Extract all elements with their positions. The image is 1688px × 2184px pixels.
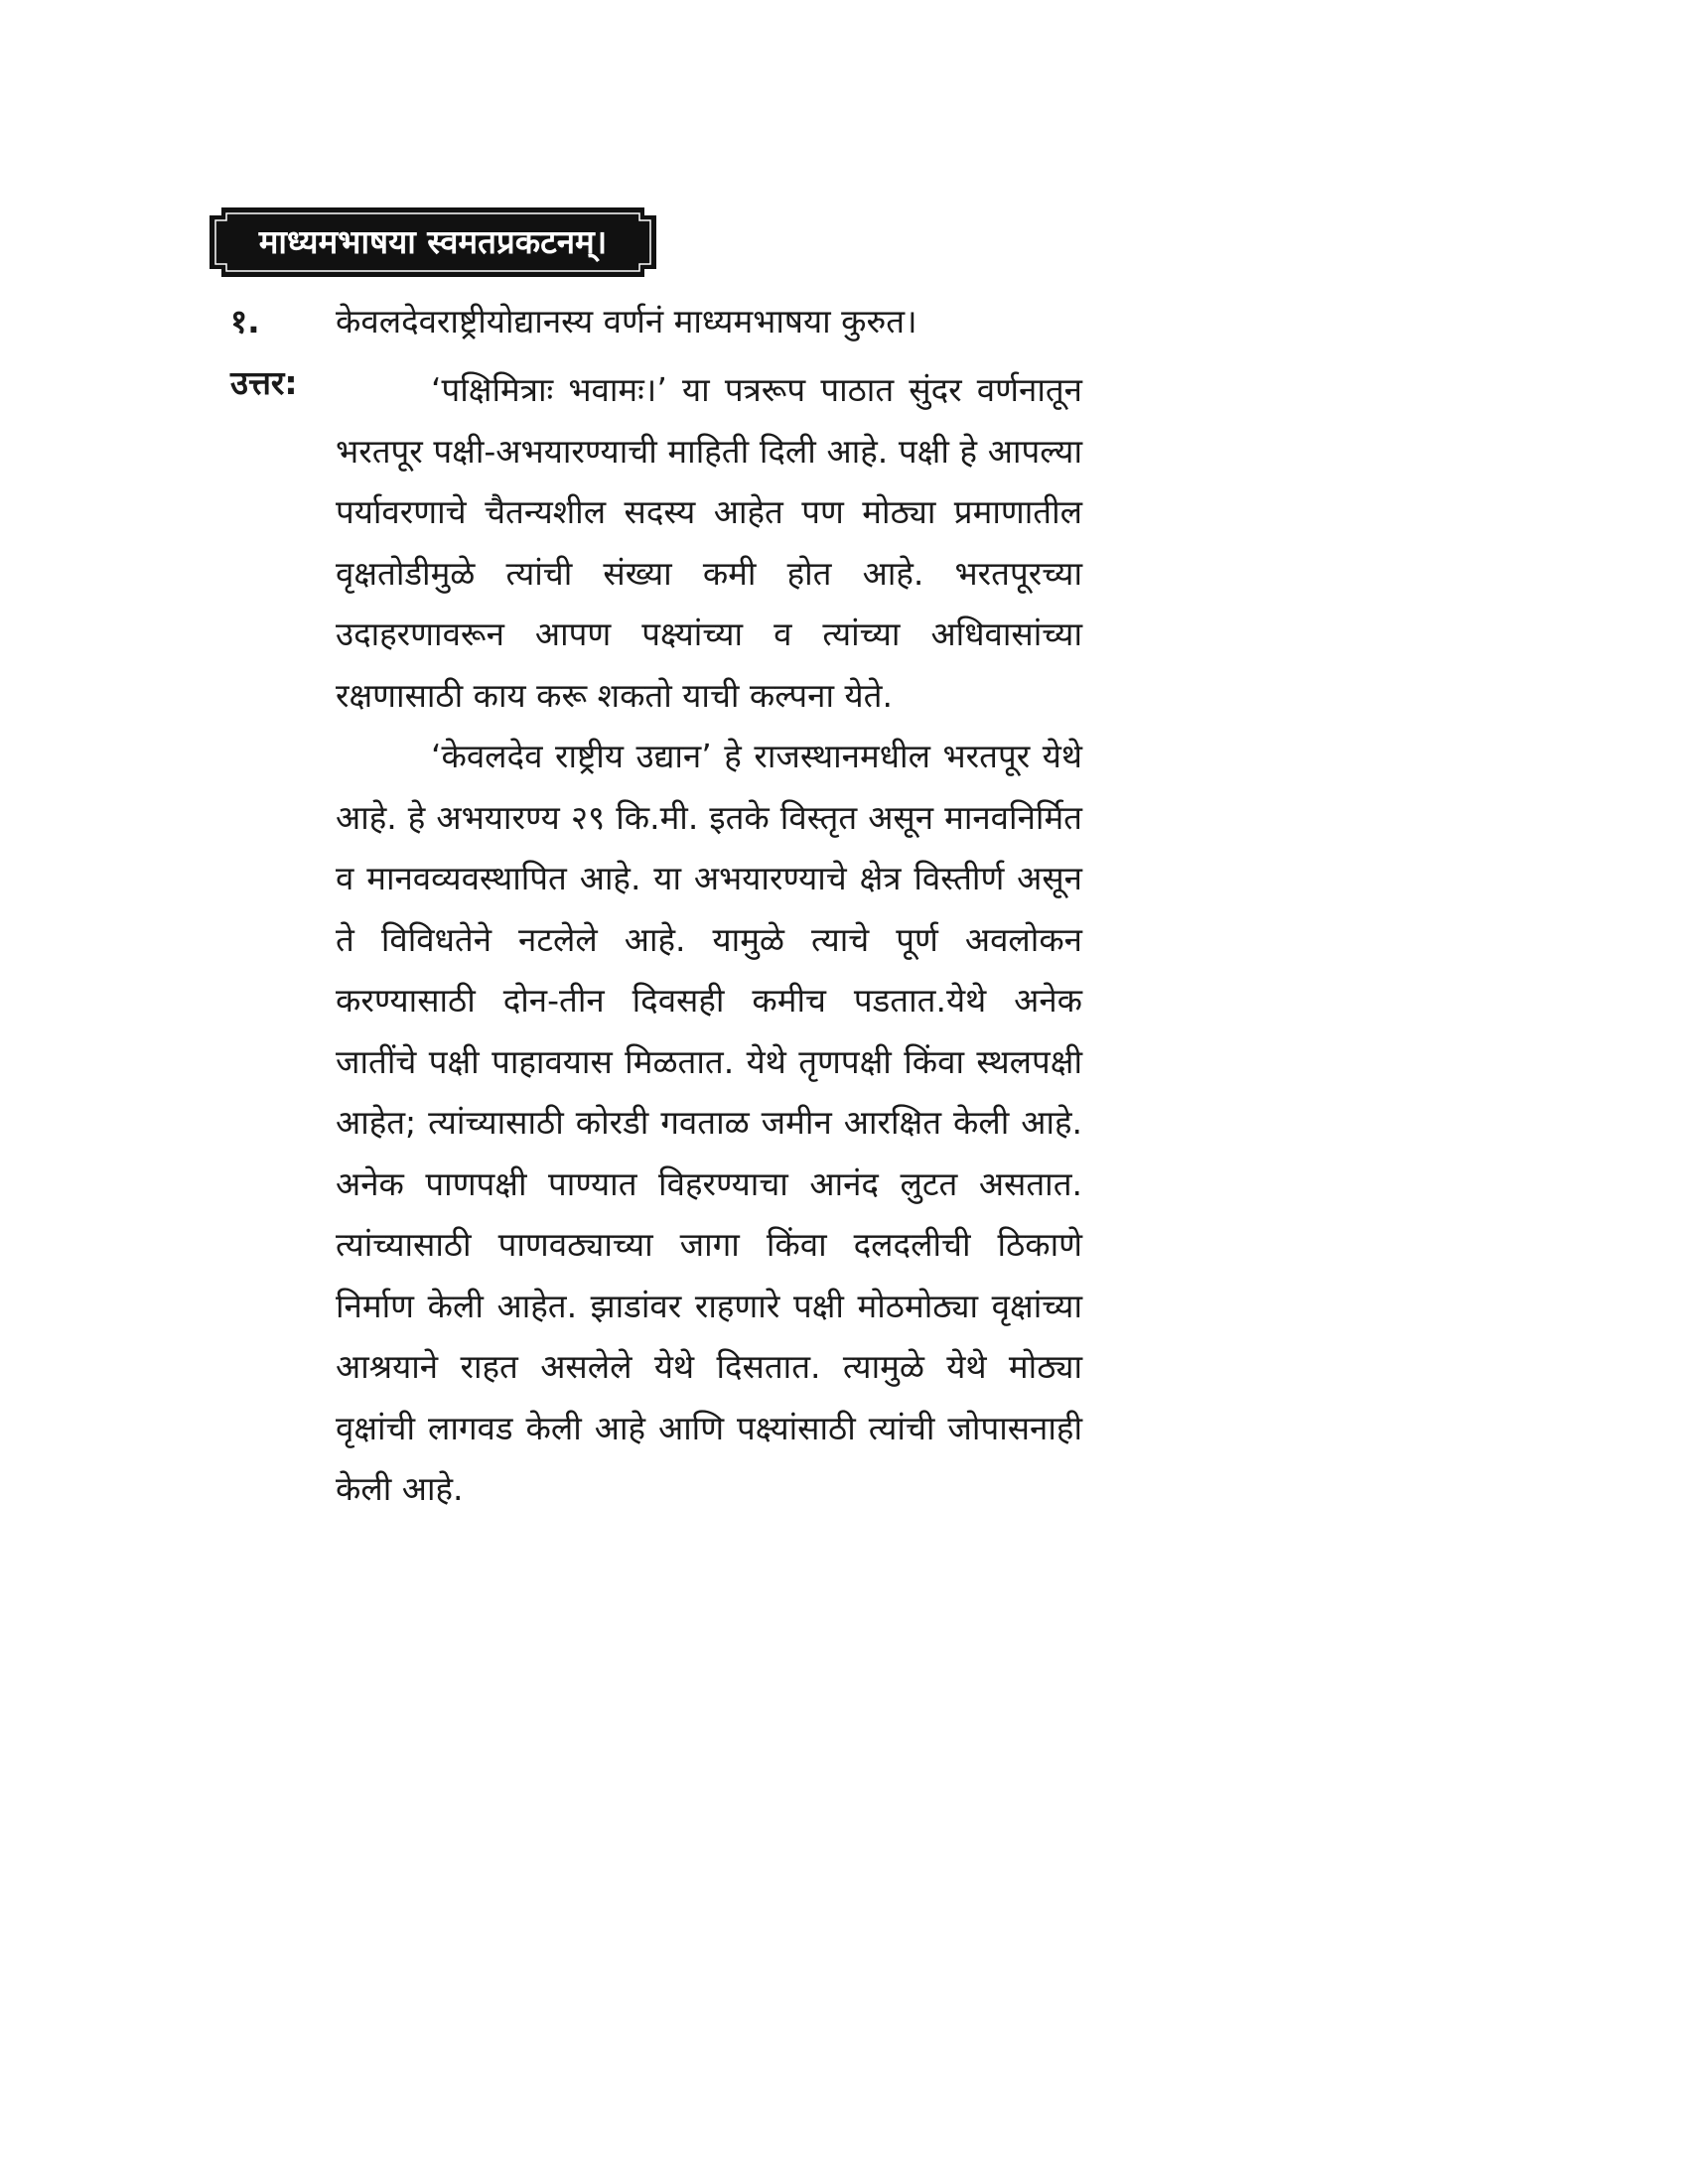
question-number: १.	[230, 302, 260, 341]
answer-paragraph: ‘पक्षिमित्राः भवामः।’ या पत्ररूप पाठात सुंदर वर्णनातून भरतपूर पक्षी-अभयारण्याची माहिती दिली आहे. पक्षी हे आपल्या पर्यावरणाचे चैतन्यशील सदस्य आहेत पण मोठ्या प्रमाणातील वृक्षतोडीमुळे त्यांची संख्या कमी होत आहे. भरतपूरच्या उदाहरणावरून आपण पक्ष्यांच्या व त्यांच्या अधिवासांच्या रक्षणासाठी काय करू शकतो याची कल्पना येते.	[336, 370, 1082, 715]
section-title: माध्यमभाषया स्वमतप्रकटनम्।	[258, 222, 608, 261]
answer-body	[336, 359, 1082, 1520]
section-heading-banner	[209, 206, 657, 278]
answer-label: उत्तर:	[230, 363, 298, 402]
question-text: केवलदेवराष्ट्रीयोद्यानस्य वर्णनं माध्यमभाषया कुरुत।	[336, 302, 917, 341]
answer-paragraph: ‘केवलदेव राष्ट्रीय उद्यान’ हे राजस्थानमधील भरतपूर येथे आहे. हे अभयारण्य २९ कि.मी. इतके विस्तृत असून मानवनिर्मित व मानवव्यवस्थापित आहे. या अभयारण्याचे क्षेत्र विस्तीर्ण असून ते विविधतेने नटलेले आहे. यामुळे त्याचे पूर्ण अवलोकन करण्यासाठी दोन-तीन दिवसही कमीच पडतात.येथे अनेक जातींचे पक्षी पाहावयास मिळतात. येथे तृणपक्षी किंवा स्थलपक्षी आहेत; त्यांच्यासाठी कोरडी गवताळ जमीन आरक्षित केली आहे. अनेक पाणपक्षी पाण्यात विहरण्याचा आनंद लुटत असतात. त्यांच्यासाठी पाणवठ्याच्या जागा किंवा दलदलीची ठिकाणे निर्माण केली आहेत. झाडांवर राहणारे पक्षी मोठमोठ्या वृक्षांच्या आश्रयाने राहत असलेले येथे दिसतात. त्यामुळे येथे मोठ्या वृक्षांची लागवड केली आहे आणि पक्ष्यांसाठी त्यांची जोपासनाही केली आहे.	[336, 737, 1082, 1508]
